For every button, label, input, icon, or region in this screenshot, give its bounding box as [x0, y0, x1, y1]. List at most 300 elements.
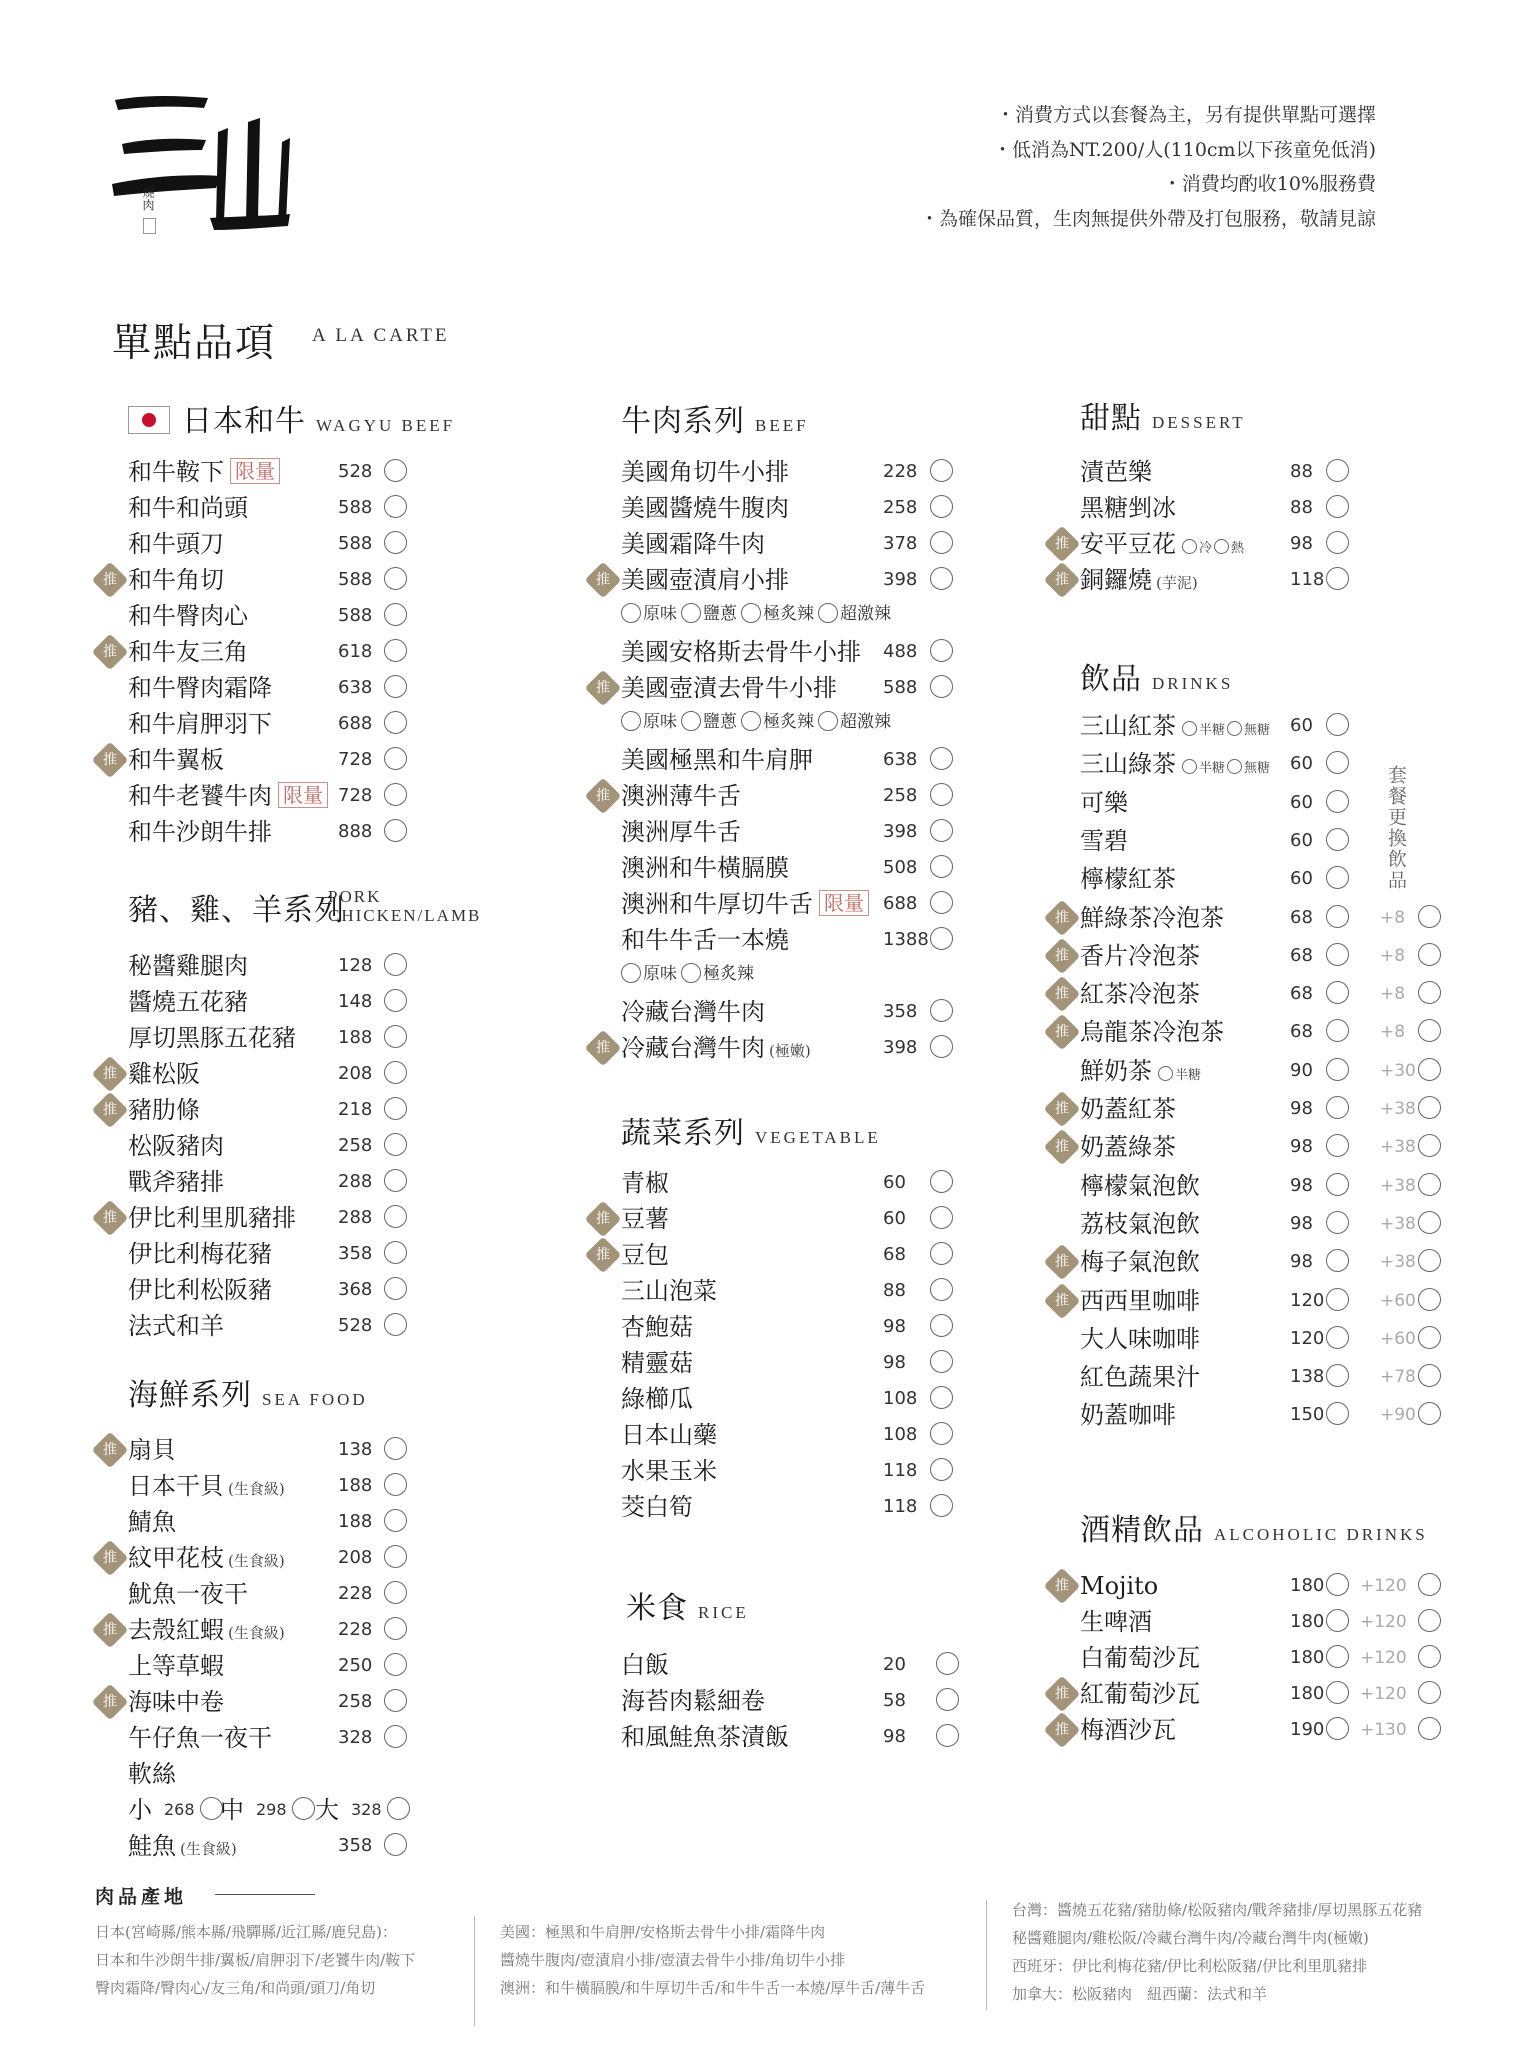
order-checkbox[interactable]: [1326, 1211, 1349, 1234]
order-checkbox[interactable]: [384, 1437, 407, 1460]
origin-title: 肉品產地: [95, 1886, 188, 1908]
item-price: 20: [883, 1654, 906, 1675]
item-name: 和牛頭刀: [128, 530, 224, 558]
order-checkbox[interactable]: [384, 1025, 407, 1048]
order-checkbox[interactable]: [930, 459, 953, 482]
set-upgrade-checkbox[interactable]: [1418, 1288, 1441, 1311]
item-price: 108: [883, 1424, 918, 1445]
item-price: 118: [1290, 569, 1325, 590]
set-upgrade-checkbox[interactable]: [1418, 1134, 1441, 1157]
option-checkbox[interactable]: [1227, 721, 1242, 736]
order-checkbox[interactable]: [384, 567, 407, 590]
set-upgrade-checkbox[interactable]: [1418, 1096, 1441, 1119]
item-name: 和牛角切: [128, 566, 224, 594]
set-upgrade-checkbox[interactable]: [1418, 1609, 1441, 1632]
note-item: ・ 消費均酌收10%服務費: [920, 167, 1376, 202]
order-checkbox[interactable]: [930, 1386, 953, 1409]
option-row: [621, 600, 895, 628]
item-price: 98: [1290, 1136, 1313, 1158]
order-checkbox[interactable]: [384, 495, 407, 518]
limited-badge: 限量: [230, 458, 280, 484]
item-price: 208: [338, 1063, 373, 1084]
item-price: 120: [1290, 1289, 1325, 1311]
option-checkbox[interactable]: [1182, 721, 1197, 736]
item-price: 88: [1290, 461, 1313, 482]
item-name: 杏鮑菇: [621, 1313, 693, 1341]
recommend-badge-icon: 推: [92, 1432, 129, 1469]
item-name: 美國角切牛小排: [621, 458, 789, 486]
order-checkbox[interactable]: [1326, 1173, 1349, 1196]
order-checkbox[interactable]: [936, 1724, 959, 1747]
set-upgrade-price: +38: [1380, 1213, 1416, 1234]
order-checkbox[interactable]: [1326, 1288, 1349, 1311]
item-name: 鮭魚 (生食級): [128, 1832, 237, 1860]
section-wagyu: 日本和牛 WAGYU BEEF: [128, 396, 455, 440]
option-checkbox[interactable]: [1182, 759, 1197, 774]
order-checkbox[interactable]: [384, 1097, 407, 1120]
order-checkbox[interactable]: [1326, 751, 1349, 774]
limited-badge: 限量: [819, 890, 869, 916]
item-price: 128: [338, 955, 373, 976]
order-checkbox[interactable]: [930, 855, 953, 878]
item-name: 伊比利里肌豬排: [128, 1204, 296, 1232]
option-checkbox[interactable]: [621, 963, 641, 983]
recommend-badge-icon: 推: [1044, 1129, 1081, 1166]
set-upgrade-checkbox[interactable]: [1418, 1211, 1441, 1234]
order-checkbox[interactable]: [930, 531, 953, 554]
set-upgrade-price: +120: [1360, 1648, 1407, 1668]
recommend-badge-icon: 推: [585, 1201, 622, 1238]
item-name: 和牛牛舌一本燒: [621, 926, 789, 954]
order-checkbox[interactable]: [930, 927, 953, 950]
order-checkbox[interactable]: [1326, 790, 1349, 813]
order-checkbox[interactable]: [1326, 1402, 1349, 1425]
item-price: 258: [883, 497, 918, 518]
order-checkbox[interactable]: [1326, 1326, 1349, 1349]
order-checkbox[interactable]: [384, 1277, 407, 1300]
order-checkbox[interactable]: [384, 1689, 407, 1712]
item-price: 68: [1290, 983, 1313, 1005]
item-price: 288: [338, 1207, 373, 1228]
order-checkbox[interactable]: [1326, 495, 1349, 518]
order-checkbox[interactable]: [384, 1133, 407, 1156]
recommend-badge-icon: 推: [1044, 526, 1081, 563]
item-price: 88: [883, 1280, 906, 1301]
item-price: 488: [883, 641, 918, 662]
item-name: 青椒: [621, 1169, 669, 1197]
item-name: 冷藏台灣牛肉: [621, 998, 765, 1026]
recommend-badge-icon: 推: [92, 1092, 129, 1129]
item-name: 漬芭樂: [1080, 458, 1152, 486]
option-checkbox[interactable]: [741, 711, 761, 731]
order-checkbox[interactable]: [930, 1314, 953, 1337]
item-name: 綠櫛瓜: [621, 1385, 693, 1413]
item-name: 松阪豬肉: [128, 1132, 224, 1160]
recommend-badge-icon: 推: [92, 1612, 129, 1649]
set-upgrade-checkbox[interactable]: [1418, 1249, 1441, 1272]
option-label: 極炙辣: [703, 964, 754, 984]
item-name: 銅鑼燒 (芋泥): [1080, 566, 1198, 594]
item-name: 法式和羊: [128, 1312, 224, 1340]
set-upgrade-checkbox[interactable]: [1418, 1173, 1441, 1196]
set-upgrade-price: +8: [1380, 907, 1406, 928]
item-name: 紅茶冷泡茶: [1080, 980, 1200, 1009]
option-label: 半糖: [1199, 723, 1226, 738]
option-checkbox[interactable]: [621, 603, 641, 623]
item-note: (生食級): [228, 1552, 285, 1570]
order-checkbox[interactable]: [930, 819, 953, 842]
option-checkbox[interactable]: [681, 711, 701, 731]
item-name: 雞松阪: [128, 1060, 200, 1088]
set-upgrade-price: +90: [1380, 1405, 1416, 1426]
item-name: 奶蓋咖啡: [1080, 1401, 1176, 1430]
order-checkbox[interactable]: [930, 1278, 953, 1301]
item-name: 白飯: [621, 1651, 669, 1679]
item-price: 60: [1290, 791, 1313, 813]
section-dessert: 甜點 DESSERT: [1080, 401, 1246, 436]
item-price: 180: [1290, 1647, 1325, 1668]
item-price: 588: [338, 533, 373, 554]
item-price: 588: [883, 677, 918, 698]
order-checkbox[interactable]: [384, 747, 407, 770]
option-checkbox[interactable]: [681, 603, 701, 623]
section-beef: 牛肉系列 BEEF: [621, 404, 809, 439]
order-checkbox[interactable]: [1326, 1058, 1349, 1081]
item-price: 588: [338, 569, 373, 590]
item-name: 澳洲厚牛舌: [621, 818, 741, 846]
section-pork: 豬、雞、羊系列 PORK CHICKEN/LAMB: [128, 887, 482, 928]
item-price: 108: [883, 1388, 918, 1409]
item-name: 伊比利松阪豬: [128, 1276, 272, 1304]
order-checkbox[interactable]: [1326, 828, 1349, 851]
option-label: 超激辣: [840, 712, 891, 732]
item-name: 和牛和尚頭: [128, 494, 248, 522]
item-price: 98: [883, 1352, 906, 1373]
order-checkbox[interactable]: [930, 1170, 953, 1193]
item-name: 澳洲和牛橫膈膜: [621, 854, 789, 882]
item-name: 檸檬氣泡飲: [1080, 1171, 1200, 1200]
order-checkbox[interactable]: [384, 989, 407, 1012]
item-name: 三山泡菜: [621, 1277, 717, 1305]
item-name: 軟絲: [128, 1760, 176, 1788]
order-checkbox[interactable]: [1326, 1573, 1349, 1596]
order-checkbox[interactable]: [1326, 1645, 1349, 1668]
set-upgrade-checkbox[interactable]: [1418, 1717, 1441, 1740]
origin-divider: [215, 1894, 315, 1895]
item-name: 和牛肩胛羽下: [128, 710, 272, 738]
order-checkbox[interactable]: [1326, 1019, 1349, 1042]
order-checkbox[interactable]: [930, 1350, 953, 1373]
order-checkbox[interactable]: [384, 531, 407, 554]
set-upgrade-price: +60: [1380, 1328, 1416, 1349]
order-checkbox[interactable]: [930, 1458, 953, 1481]
order-checkbox[interactable]: [1326, 1609, 1349, 1632]
recommend-badge-icon: 推: [585, 562, 622, 599]
set-upgrade-price: +30: [1380, 1060, 1416, 1081]
item-price: 398: [883, 1037, 918, 1058]
order-checkbox[interactable]: [930, 1242, 953, 1265]
set-upgrade-checkbox[interactable]: [1418, 981, 1441, 1004]
size-price: 298: [256, 1800, 287, 1819]
item-price: 180: [1290, 1611, 1325, 1632]
set-upgrade-checkbox[interactable]: [1418, 1364, 1441, 1387]
option-label: 超激辣: [840, 604, 891, 624]
item-name: 醬燒五花豬: [128, 988, 248, 1016]
order-checkbox[interactable]: [930, 999, 953, 1022]
item-name: 烏龍茶冷泡茶: [1080, 1018, 1224, 1047]
item-name: 鮮奶茶 半糖: [1080, 1056, 1202, 1085]
order-checkbox[interactable]: [930, 567, 953, 590]
order-checkbox[interactable]: [384, 1473, 407, 1496]
order-checkbox[interactable]: [930, 891, 953, 914]
recommend-badge-icon: 推: [92, 1200, 129, 1237]
item-name: 伊比利梅花豬: [128, 1240, 272, 1268]
item-price: 1388: [883, 929, 929, 950]
item-name: 和牛翼板: [128, 746, 224, 774]
item-note: (極嫩): [769, 1042, 811, 1060]
order-checkbox[interactable]: [1326, 1249, 1349, 1272]
recommend-badge-icon: 推: [1044, 1676, 1081, 1713]
order-checkbox[interactable]: [384, 1545, 407, 1568]
item-price: 688: [338, 713, 373, 734]
item-name: 和風鮭魚茶漬飯: [621, 1723, 789, 1751]
item-name: 和牛沙朗牛排: [128, 818, 272, 846]
order-checkbox[interactable]: [384, 953, 407, 976]
order-checkbox[interactable]: [384, 819, 407, 842]
item-name: 澳洲薄牛舌: [621, 782, 741, 810]
item-name: 扇貝: [128, 1436, 176, 1464]
item-name: 和牛臀肉心: [128, 602, 248, 630]
item-price: 728: [338, 749, 373, 770]
recommend-badge-icon: 推: [92, 1056, 129, 1093]
order-checkbox[interactable]: [384, 639, 407, 662]
set-upgrade-checkbox[interactable]: [1418, 905, 1441, 928]
option-checkbox[interactable]: [1158, 1066, 1173, 1081]
item-name: 豬肋條: [128, 1096, 200, 1124]
item-name: 白葡萄沙瓦: [1080, 1644, 1200, 1672]
order-checkbox[interactable]: [384, 1205, 407, 1228]
item-price: 208: [338, 1547, 373, 1568]
set-upgrade-checkbox[interactable]: [1418, 1573, 1441, 1596]
order-checkbox[interactable]: [384, 1833, 407, 1856]
item-note: (生食級): [180, 1840, 237, 1858]
order-checkbox[interactable]: [1326, 1364, 1349, 1387]
item-name: 海味中卷: [128, 1688, 224, 1716]
order-checkbox[interactable]: [1326, 531, 1349, 554]
size-label: 大: [315, 1796, 339, 1824]
recommend-badge-icon: 推: [1044, 976, 1081, 1013]
item-name: 梅子氣泡飲: [1080, 1248, 1200, 1277]
item-note: (生食級): [228, 1480, 285, 1498]
set-upgrade-checkbox[interactable]: [1418, 1058, 1441, 1081]
item-name: 和牛友三角: [128, 638, 248, 666]
set-upgrade-price: +78: [1380, 1367, 1416, 1388]
set-upgrade-checkbox[interactable]: [1418, 1402, 1441, 1425]
set-meal-note: 套餐更換飲品: [1385, 765, 1407, 891]
item-name: 鯖魚: [128, 1508, 176, 1536]
order-checkbox[interactable]: [384, 1581, 407, 1604]
order-checkbox[interactable]: [384, 675, 407, 698]
item-price: 228: [338, 1583, 373, 1604]
option-checkbox[interactable]: [818, 603, 838, 623]
set-upgrade-checkbox[interactable]: [1418, 1645, 1441, 1668]
item-price: 368: [338, 1279, 373, 1300]
item-price: 188: [338, 1511, 373, 1532]
item-name: 奶蓋紅茶: [1080, 1095, 1176, 1123]
recommend-badge-icon: 推: [92, 562, 129, 599]
order-checkbox[interactable]: [930, 747, 953, 770]
set-upgrade-checkbox[interactable]: [1418, 1019, 1441, 1042]
order-checkbox[interactable]: [1326, 981, 1349, 1004]
option-checkbox[interactable]: [621, 711, 641, 731]
item-name: 黑糖剉冰: [1080, 494, 1176, 522]
option-label: 原味: [643, 604, 677, 624]
option-checkbox[interactable]: [1182, 539, 1197, 554]
limited-badge: 限量: [278, 782, 328, 808]
item-price: 588: [338, 605, 373, 626]
order-checkbox[interactable]: [384, 603, 407, 626]
item-price: 188: [338, 1475, 373, 1496]
option-label: 鹽蔥: [703, 712, 737, 732]
recommend-badge-icon: 推: [1044, 1568, 1081, 1605]
order-checkbox[interactable]: [384, 1725, 407, 1748]
order-checkbox[interactable]: [1326, 905, 1349, 928]
option-checkbox[interactable]: [818, 711, 838, 731]
order-checkbox[interactable]: [930, 1206, 953, 1229]
option-checkbox[interactable]: [1227, 759, 1242, 774]
set-upgrade-price: +120: [1360, 1684, 1407, 1704]
item-price: 60: [883, 1208, 906, 1229]
order-checkbox[interactable]: [1326, 1096, 1349, 1119]
order-checkbox[interactable]: [1326, 567, 1349, 590]
set-upgrade-price: +38: [1380, 1175, 1416, 1196]
set-upgrade-checkbox[interactable]: [1418, 1326, 1441, 1349]
order-checkbox[interactable]: [930, 1422, 953, 1445]
item-name: 和牛老饕牛肉 限量: [128, 778, 328, 814]
item-name: 香片冷泡茶: [1080, 941, 1200, 970]
order-checkbox[interactable]: [384, 1313, 407, 1336]
recommend-badge-icon: 推: [1044, 1014, 1081, 1051]
item-price: 98: [883, 1726, 906, 1747]
order-checkbox[interactable]: [384, 1617, 407, 1640]
recommend-badge-icon: 推: [585, 1030, 622, 1067]
item-name: 美國安格斯去骨牛小排: [621, 638, 861, 666]
item-price: 358: [883, 1001, 918, 1022]
order-checkbox[interactable]: [930, 1035, 953, 1058]
order-checkbox[interactable]: [384, 1241, 407, 1264]
set-upgrade-checkbox[interactable]: [1418, 1681, 1441, 1704]
item-name: 精靈菇: [621, 1349, 693, 1377]
origin-separator: [986, 1900, 987, 2010]
recommend-badge-icon: 推: [1044, 1712, 1081, 1749]
item-price: 68: [1290, 944, 1313, 966]
item-name: 三山紅茶 半糖 無糖: [1080, 712, 1271, 740]
order-checkbox[interactable]: [1326, 943, 1349, 966]
item-price: 68: [1290, 906, 1313, 928]
item-price: 60: [1290, 829, 1313, 851]
option-label: 無糖: [1244, 761, 1271, 777]
item-name: 美國醬燒牛腹肉: [621, 494, 789, 522]
item-price: 638: [338, 677, 373, 698]
size-checkbox[interactable]: [387, 1797, 410, 1820]
item-price: 288: [338, 1171, 373, 1192]
item-price: 228: [883, 461, 918, 482]
order-checkbox[interactable]: [1326, 1134, 1349, 1157]
order-checkbox[interactable]: [930, 639, 953, 662]
option-label: 原味: [643, 964, 677, 984]
item-price: 98: [1290, 1174, 1313, 1196]
size-label: 中: [220, 1796, 244, 1824]
option-label: 熱: [1231, 541, 1245, 556]
order-checkbox[interactable]: [384, 1509, 407, 1532]
item-name: 大人味咖啡: [1080, 1324, 1200, 1353]
order-checkbox[interactable]: [1326, 1717, 1349, 1740]
option-label: 半糖: [1175, 1067, 1202, 1083]
option-checkbox[interactable]: [681, 963, 701, 983]
order-checkbox[interactable]: [384, 711, 407, 734]
order-checkbox[interactable]: [930, 675, 953, 698]
set-upgrade-price: +60: [1380, 1290, 1416, 1311]
order-checkbox[interactable]: [1326, 866, 1349, 889]
order-checkbox[interactable]: [1326, 1681, 1349, 1704]
option-label: 鹽蔥: [703, 604, 737, 624]
order-checkbox[interactable]: [1326, 459, 1349, 482]
item-price: 508: [883, 857, 918, 878]
item-name: 日本山藥: [621, 1421, 717, 1449]
option-checkbox[interactable]: [1214, 539, 1229, 554]
recommend-badge-icon: 推: [1044, 899, 1081, 936]
item-price: 258: [338, 1135, 373, 1156]
item-price: 188: [338, 1027, 373, 1048]
size-price: 328: [351, 1800, 382, 1819]
item-price: 358: [338, 1835, 373, 1856]
order-checkbox[interactable]: [384, 459, 407, 482]
order-checkbox[interactable]: [936, 1688, 959, 1711]
item-name: 美國霜降牛肉: [621, 530, 765, 558]
size-checkbox[interactable]: [292, 1797, 315, 1820]
item-name: 秘醬雞腿肉: [128, 952, 248, 980]
order-checkbox[interactable]: [930, 1494, 953, 1517]
recommend-badge-icon: 推: [585, 670, 622, 707]
option-row: [621, 708, 895, 736]
set-upgrade-price: +38: [1380, 1137, 1416, 1158]
order-checkbox[interactable]: [930, 783, 953, 806]
item-price: 88: [1290, 497, 1313, 518]
item-price: 60: [1290, 715, 1313, 736]
item-price: 180: [1290, 1575, 1325, 1596]
page-subtitle: A LA CARTE: [312, 325, 450, 346]
item-name: 安平豆花 冷 熱: [1080, 530, 1245, 558]
order-checkbox[interactable]: [384, 1653, 407, 1676]
item-name: Mojito: [1080, 1572, 1159, 1600]
order-checkbox[interactable]: [384, 783, 407, 806]
order-checkbox[interactable]: [384, 1169, 407, 1192]
order-checkbox[interactable]: [930, 495, 953, 518]
item-name: 美國極黑和牛肩胛: [621, 746, 813, 774]
option-checkbox[interactable]: [741, 603, 761, 623]
order-checkbox[interactable]: [1326, 713, 1349, 736]
set-upgrade-checkbox[interactable]: [1418, 943, 1441, 966]
order-checkbox[interactable]: [936, 1652, 959, 1675]
item-price: 528: [338, 1315, 373, 1336]
item-price: 118: [883, 1496, 918, 1517]
item-name: 豆包: [621, 1241, 669, 1269]
section-vegetable: 蔬菜系列 VEGETABLE: [621, 1116, 881, 1151]
item-price: 638: [883, 749, 918, 770]
item-price: 398: [883, 821, 918, 842]
item-name: 紅色蔬果汁: [1080, 1363, 1200, 1392]
order-checkbox[interactable]: [384, 1061, 407, 1084]
